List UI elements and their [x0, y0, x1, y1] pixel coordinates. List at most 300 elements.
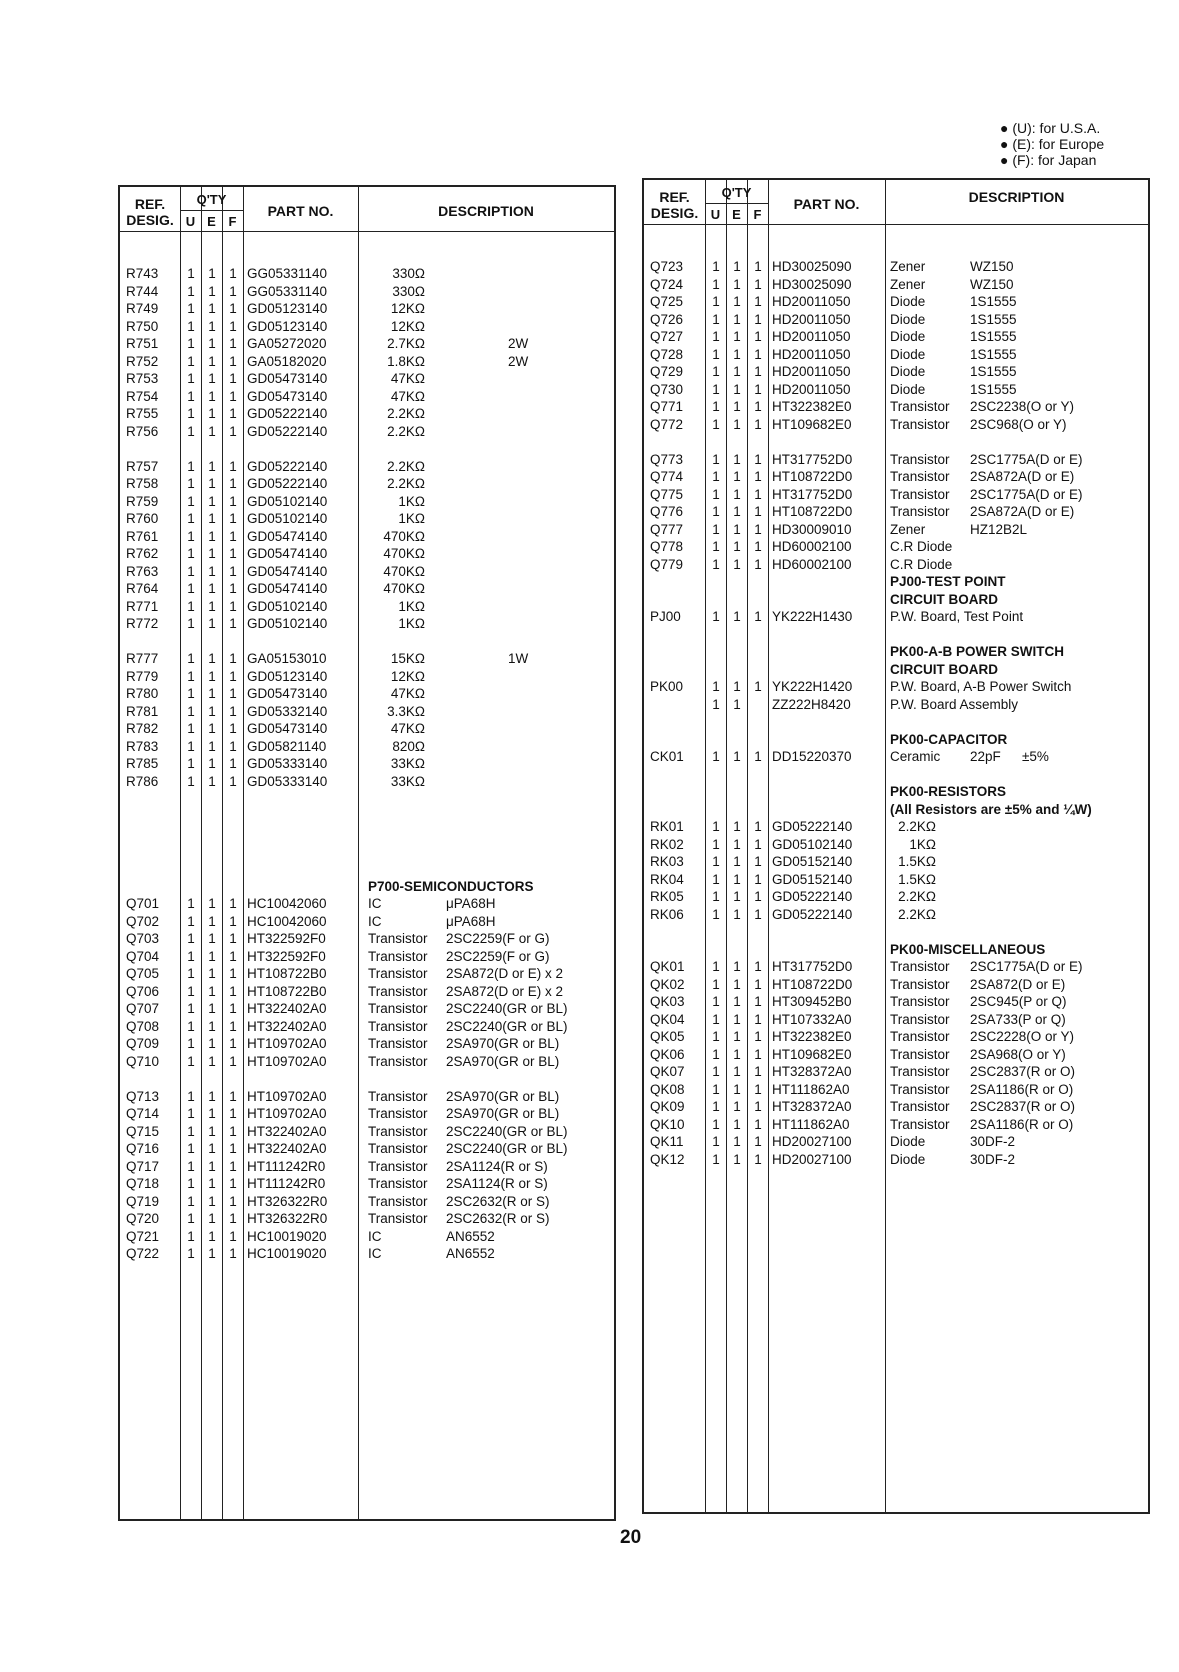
part-number: GD05102140: [247, 493, 328, 509]
qty-u: 1: [187, 931, 195, 946]
qty-e: 1: [208, 563, 216, 579]
component-type: Transistor: [368, 1036, 428, 1051]
resistors-note: [644, 801, 1148, 819]
ref-designator: Q713: [126, 1088, 160, 1104]
qty-e: 1: [733, 521, 741, 537]
part-number: HC10042060: [247, 896, 327, 911]
qty-f: 1: [754, 556, 762, 572]
part-number: HT322402A0: [247, 1141, 327, 1156]
ref-designator: RK06: [650, 906, 684, 922]
ref-designator: Q705: [126, 966, 160, 981]
component-type: Transistor: [368, 1053, 428, 1069]
resistance-value: 1.5KΩ: [898, 854, 936, 869]
qty-f: 1: [229, 1193, 237, 1209]
qty-e: 1: [733, 486, 741, 502]
component-type: Transistor: [368, 948, 428, 964]
qty-f: 1: [754, 749, 762, 764]
qty-u: 1: [187, 686, 195, 701]
qty-u: 1: [712, 889, 720, 904]
misc-row: [644, 1028, 1148, 1046]
qty-f: 1: [229, 388, 237, 404]
section-capacitor: [644, 731, 1148, 749]
semiconductor-row: [644, 381, 1148, 399]
qty-e: 1: [208, 1053, 216, 1069]
ref-designator: Q714: [126, 1106, 160, 1121]
semiconductor-row: [120, 1053, 614, 1071]
qty-u: 1: [187, 1246, 195, 1261]
semiconductor-row: [644, 346, 1148, 364]
part-number: HT107332A0: [772, 1011, 852, 1027]
component-model: 2SC2228(O or Y): [970, 1029, 1075, 1044]
qty-u: 1: [187, 651, 195, 666]
component-model: μPA68H: [446, 896, 496, 911]
ref-designator: R755: [126, 406, 159, 421]
header-description-right: DESCRIPTION: [968, 189, 1065, 205]
misc-row: [644, 1011, 1148, 1029]
qty-f: 1: [229, 581, 237, 596]
part-number: HT108722D0: [772, 469, 853, 484]
qty-u: 1: [187, 283, 195, 299]
part-number: YK222H1430: [772, 609, 853, 624]
component-model: 2SC1775A(D or E): [970, 486, 1083, 502]
wattage: 2W: [508, 353, 529, 369]
part-number: HD30009010: [772, 521, 852, 537]
component-type: Diode: [890, 346, 926, 362]
component-model: 2SC1775A(D or E): [970, 451, 1083, 467]
qty-e: 1: [208, 668, 216, 684]
part-number: GD05333140: [247, 773, 328, 789]
component-model: 2SA1124(R or S): [446, 1176, 548, 1191]
component-type: Transistor: [368, 1211, 428, 1226]
ref-designator: R777: [126, 651, 159, 666]
qty-u: 1: [712, 364, 720, 379]
part-number: HT326322R0: [247, 1193, 328, 1209]
qty-e: 1: [733, 294, 741, 309]
part-number: GG05331140: [247, 283, 328, 299]
part-number: HT108722B0: [247, 966, 327, 981]
resistance-value: 330Ω: [392, 266, 425, 281]
component-model: 2SA872(D or E): [970, 976, 1066, 992]
qty-e: 1: [208, 966, 216, 981]
ref-designator: R762: [126, 546, 159, 561]
qty-u: 1: [187, 336, 195, 351]
description: P.W. Board Assembly: [890, 696, 1019, 712]
qty-e: 1: [733, 1064, 741, 1079]
qty-u: 1: [187, 948, 195, 964]
qty-u: 1: [187, 493, 195, 509]
ref-designator: PK00: [650, 679, 684, 694]
ref-designator: Q775: [650, 486, 684, 502]
part-number: HT111242R0: [247, 1158, 326, 1174]
qty-u: 1: [712, 381, 720, 397]
qty-e: 1: [733, 889, 741, 904]
ref-designator: Q706: [126, 983, 160, 999]
qty-u: 1: [187, 983, 195, 999]
ref-designator: Q701: [126, 896, 160, 911]
qty-u: 1: [712, 1011, 720, 1027]
header-part-no-right: PART NO.: [793, 196, 860, 212]
qty-u: 1: [712, 679, 720, 694]
component-model: μPA68H: [446, 913, 496, 929]
qty-e: 1: [733, 854, 741, 869]
qty-f: 1: [229, 598, 237, 614]
qty-f: 1: [229, 301, 237, 316]
qty-e: 1: [208, 283, 216, 299]
component-model: WZ150: [970, 259, 1014, 274]
qty-e: 1: [733, 679, 741, 694]
semiconductor-row: [644, 521, 1148, 539]
qty-f: 1: [754, 329, 762, 344]
part-number: HT322592F0: [247, 948, 326, 964]
qty-u: 1: [712, 696, 720, 712]
ref-designator: Q729: [650, 364, 684, 379]
qty-f: 1: [754, 469, 762, 484]
resistance-value: 47KΩ: [390, 721, 425, 736]
qty-e: 1: [733, 819, 741, 834]
qty-e: 1: [208, 1228, 216, 1244]
semiconductor-row: [644, 503, 1148, 521]
ref-designator: RK03: [650, 854, 684, 869]
ref-designator: Q725: [650, 294, 684, 309]
semiconductor-row: [120, 1035, 614, 1053]
qty-u: 1: [187, 738, 195, 754]
ref-designator: Q718: [126, 1176, 160, 1191]
ref-designator: R756: [126, 423, 159, 439]
qty-u: 1: [712, 504, 720, 519]
qty-e: 1: [733, 399, 741, 414]
region-legend: [1000, 120, 1104, 168]
part-number: GD05123140: [247, 318, 328, 334]
qty-f: 1: [754, 259, 762, 274]
qty-e: 1: [208, 388, 216, 404]
ref-designator: CK01: [650, 749, 684, 764]
ref-designator: Q702: [126, 913, 160, 929]
qty-e: 1: [208, 1141, 216, 1156]
part-number: GD05473140: [247, 371, 328, 386]
qty-e: 1: [733, 556, 741, 572]
part-number: GD05222140: [247, 423, 328, 439]
qty-e: 1: [733, 329, 741, 344]
semiconductor-row: [120, 1175, 614, 1193]
qty-f: 1: [754, 399, 762, 414]
ref-designator: Q726: [650, 311, 684, 327]
qty-f: 1: [754, 381, 762, 397]
qty-u: 1: [712, 1029, 720, 1044]
component-model: 1S1555: [970, 381, 1017, 397]
qty-u: 1: [187, 1018, 195, 1034]
qty-u: 1: [712, 469, 720, 484]
component-model: 2SC968(O or Y): [970, 416, 1067, 432]
resistor-row: [120, 300, 614, 318]
section-pk00-title: [644, 643, 1148, 661]
component-model: 2SC2632(R or S): [446, 1193, 550, 1209]
qty-f: 1: [754, 976, 762, 992]
resistance-value: 12KΩ: [390, 301, 425, 316]
qty-u: 1: [187, 703, 195, 719]
qty-f: 1: [229, 966, 237, 981]
qty-e: 1: [208, 1176, 216, 1191]
component-type: Transistor: [890, 1011, 950, 1027]
qty-u: 1: [187, 896, 195, 911]
qty-e: 1: [208, 896, 216, 911]
resistor-row: [120, 720, 614, 738]
qty-u: 1: [187, 318, 195, 334]
qty-f: 1: [229, 423, 237, 439]
qty-e: 1: [208, 931, 216, 946]
qty-e: 1: [208, 423, 216, 439]
part-number: GD05123140: [247, 301, 328, 316]
ref-designator: R786: [126, 773, 159, 789]
qty-f: 1: [754, 1099, 762, 1114]
resistance-value: 47KΩ: [390, 686, 425, 701]
part-number: GD05222140: [247, 406, 328, 421]
resistor-row: [120, 423, 614, 441]
component-type: IC: [368, 1246, 382, 1261]
semiconductor-row: [120, 1245, 614, 1263]
qty-u: 1: [187, 546, 195, 561]
misc-row: [644, 1133, 1148, 1151]
qty-u: 1: [187, 266, 195, 281]
qty-e: 1: [733, 1151, 741, 1167]
qty-f: 1: [754, 416, 762, 432]
ref-designator: R785: [126, 756, 159, 771]
part-number: GD05821140: [247, 738, 327, 754]
resistor-row: [644, 853, 1148, 871]
semiconductor-row: [120, 1000, 614, 1018]
part-number: HT328372A0: [772, 1099, 852, 1114]
qty-f: 1: [229, 1228, 237, 1244]
ref-designator: QK02: [650, 976, 685, 992]
qty-e: 1: [733, 1029, 741, 1044]
part-number: HT108722B0: [247, 983, 327, 999]
resistor-row: [120, 703, 614, 721]
ref-designator: QK03: [650, 994, 685, 1009]
component-model: 2SC945(P or Q): [970, 994, 1067, 1009]
part-number: ZZ222H8420: [772, 696, 851, 712]
part-number: HD30025090: [772, 276, 852, 292]
semiconductor-row: [644, 276, 1148, 294]
header-e-right: E: [732, 207, 741, 222]
qty-u: 1: [712, 1046, 720, 1062]
misc-row: [644, 1098, 1148, 1116]
misc-row: [644, 1151, 1148, 1169]
part-number: GA05182020: [247, 353, 327, 369]
ref-designator: QK10: [650, 1116, 685, 1132]
qty-e: 1: [208, 493, 216, 509]
component-type: C.R Diode: [890, 556, 953, 572]
resistor-row: [644, 818, 1148, 836]
component-model: 2SC1775A(D or E): [970, 959, 1083, 974]
resistance-value: 1KΩ: [398, 511, 425, 526]
qty-e: 1: [208, 686, 216, 701]
part-number: HT326322R0: [247, 1211, 328, 1226]
qty-f: 1: [229, 1001, 237, 1016]
part-number: GD05473140: [247, 388, 328, 404]
semiconductor-row: [120, 1088, 614, 1106]
resistor-row: [120, 458, 614, 476]
resistance-value: 2.2KΩ: [387, 406, 425, 421]
qty-f: 1: [754, 504, 762, 519]
qty-f: 1: [754, 871, 762, 887]
qty-u: 1: [712, 1134, 720, 1149]
part-number: HC10019020: [247, 1228, 327, 1244]
qty-e: 1: [733, 1134, 741, 1149]
qty-e: 1: [733, 469, 741, 484]
component-model: 2SA872A(D or E): [970, 504, 1075, 519]
qty-e: 1: [208, 651, 216, 666]
component-model: 2SA1186(R or O): [970, 1081, 1074, 1097]
qty-f: 1: [754, 836, 762, 852]
qty-f: 1: [229, 458, 237, 474]
qty-e: 1: [733, 364, 741, 379]
component-type: Transistor: [890, 504, 950, 519]
resistance-value: 15KΩ: [390, 651, 425, 666]
part-number: HT328372A0: [772, 1064, 852, 1079]
qty-f: 1: [754, 854, 762, 869]
component-model: 2SC2632(R or S): [446, 1211, 550, 1226]
resistance-value: 1KΩ: [398, 493, 425, 509]
ref-designator: QK11: [650, 1134, 684, 1149]
ref-designator: QK09: [650, 1099, 685, 1114]
part-number: GD05102140: [247, 511, 328, 526]
semiconductor-row: [644, 416, 1148, 434]
qty-e: 1: [208, 318, 216, 334]
qty-f: 1: [754, 1081, 762, 1097]
ref-designator: R761: [126, 528, 159, 544]
qty-u: 1: [187, 1036, 195, 1051]
qty-e: 1: [733, 451, 741, 467]
part-number: DD15220370: [772, 749, 852, 764]
qty-e: 1: [208, 1123, 216, 1139]
resistance-value: 33KΩ: [390, 756, 425, 771]
ref-designator: Q720: [126, 1211, 160, 1226]
legend-europe: ● (E): for Europe: [1000, 136, 1105, 152]
component-type: Transistor: [890, 959, 950, 974]
qty-e: 1: [208, 983, 216, 999]
component-type: Transistor: [890, 1046, 950, 1062]
left-parts-table: [118, 185, 616, 1521]
resistance-value: 470KΩ: [383, 563, 425, 579]
resistor-row: [120, 510, 614, 528]
qty-u: 1: [187, 353, 195, 369]
left-rows: [120, 265, 614, 1263]
qty-f: 1: [754, 1116, 762, 1132]
qty-u: 1: [187, 1106, 195, 1121]
semiconductor-row: [644, 363, 1148, 381]
component-model: 2SC2259(F or G): [446, 948, 550, 964]
semiconductor-row: [120, 1228, 614, 1246]
part-number: HT109682E0: [772, 416, 852, 432]
qty-f: 1: [229, 721, 237, 736]
qty-u: 1: [187, 1176, 195, 1191]
resistor-row: [644, 888, 1148, 906]
qty-f: 1: [229, 336, 237, 351]
section-pk00-title2: [644, 661, 1148, 679]
qty-f: 1: [229, 703, 237, 719]
qty-u: 1: [712, 329, 720, 344]
ref-designator: Q779: [650, 556, 684, 572]
part-number: HT309452B0: [772, 994, 852, 1009]
qty-f: 1: [754, 679, 762, 694]
qty-f: 1: [229, 651, 237, 666]
qty-e: 1: [733, 539, 741, 554]
ref-designator: R750: [126, 318, 159, 334]
qty-u: 1: [712, 486, 720, 502]
qty-u: 1: [187, 511, 195, 526]
qty-f: 1: [754, 1011, 762, 1027]
resistor-row: [120, 650, 614, 668]
ref-designator: R783: [126, 738, 159, 754]
qty-u: 1: [187, 966, 195, 981]
component-model: 2SA872(D or E) x 2: [446, 983, 564, 999]
qty-f: 1: [754, 1046, 762, 1062]
semiconductor-row: [120, 1105, 614, 1123]
component-type: Transistor: [890, 451, 950, 467]
qty-u: 1: [187, 756, 195, 771]
ref-designator: R752: [126, 353, 159, 369]
ref-designator: R764: [126, 581, 159, 596]
part-number: GD05102140: [772, 836, 853, 852]
ref-designator: QK01: [650, 959, 685, 974]
qty-f: 1: [229, 1036, 237, 1051]
capacitor-row: [644, 748, 1148, 766]
part-number: GD05473140: [247, 721, 328, 736]
ref-designator: R781: [126, 703, 159, 719]
component-model: 2SA872A(D or E): [970, 469, 1075, 484]
resistor-row: [120, 353, 614, 371]
misc-row: [644, 958, 1148, 976]
resistor-row: [644, 906, 1148, 924]
component-model: 2SC2240(GR or BL): [446, 1018, 568, 1034]
part-number: GD05102140: [247, 598, 328, 614]
resistance-value: 12KΩ: [390, 668, 425, 684]
pk00-row: [644, 678, 1148, 696]
resistor-row: [120, 685, 614, 703]
qty-u: 1: [187, 388, 195, 404]
qty-f: 1: [754, 609, 762, 624]
component-type: Transistor: [368, 1176, 428, 1191]
resistor-row: [120, 335, 614, 353]
component-type: Ceramic: [890, 749, 941, 764]
part-number: HD30025090: [772, 259, 852, 274]
qty-e: 1: [733, 311, 741, 327]
part-number: HD20011050: [772, 346, 851, 362]
qty-f: 1: [754, 959, 762, 974]
qty-e: 1: [733, 276, 741, 292]
misc-row: [644, 993, 1148, 1011]
qty-e: 1: [208, 353, 216, 369]
qty-f: 1: [229, 318, 237, 334]
qty-u: 1: [187, 1141, 195, 1156]
misc-row: [644, 1063, 1148, 1081]
qty-u: 1: [712, 1081, 720, 1097]
ref-designator: RK01: [650, 819, 684, 834]
capacitance: 22pF: [970, 749, 1001, 764]
section-p700-semiconductors-text: P700-SEMICONDUCTORS: [368, 878, 534, 894]
qty-e: 1: [208, 948, 216, 964]
header-f-right: F: [753, 207, 762, 222]
component-type: Transistor: [890, 976, 950, 992]
qty-u: 1: [187, 668, 195, 684]
qty-u: 1: [712, 976, 720, 992]
qty-f: 1: [229, 476, 237, 491]
section-resistors: [644, 783, 1148, 801]
qty-e: 1: [208, 301, 216, 316]
part-number: GD05474140: [247, 581, 328, 596]
qty-e: 1: [208, 1158, 216, 1174]
component-type: Transistor: [890, 469, 950, 484]
component-type: Diode: [890, 364, 926, 379]
